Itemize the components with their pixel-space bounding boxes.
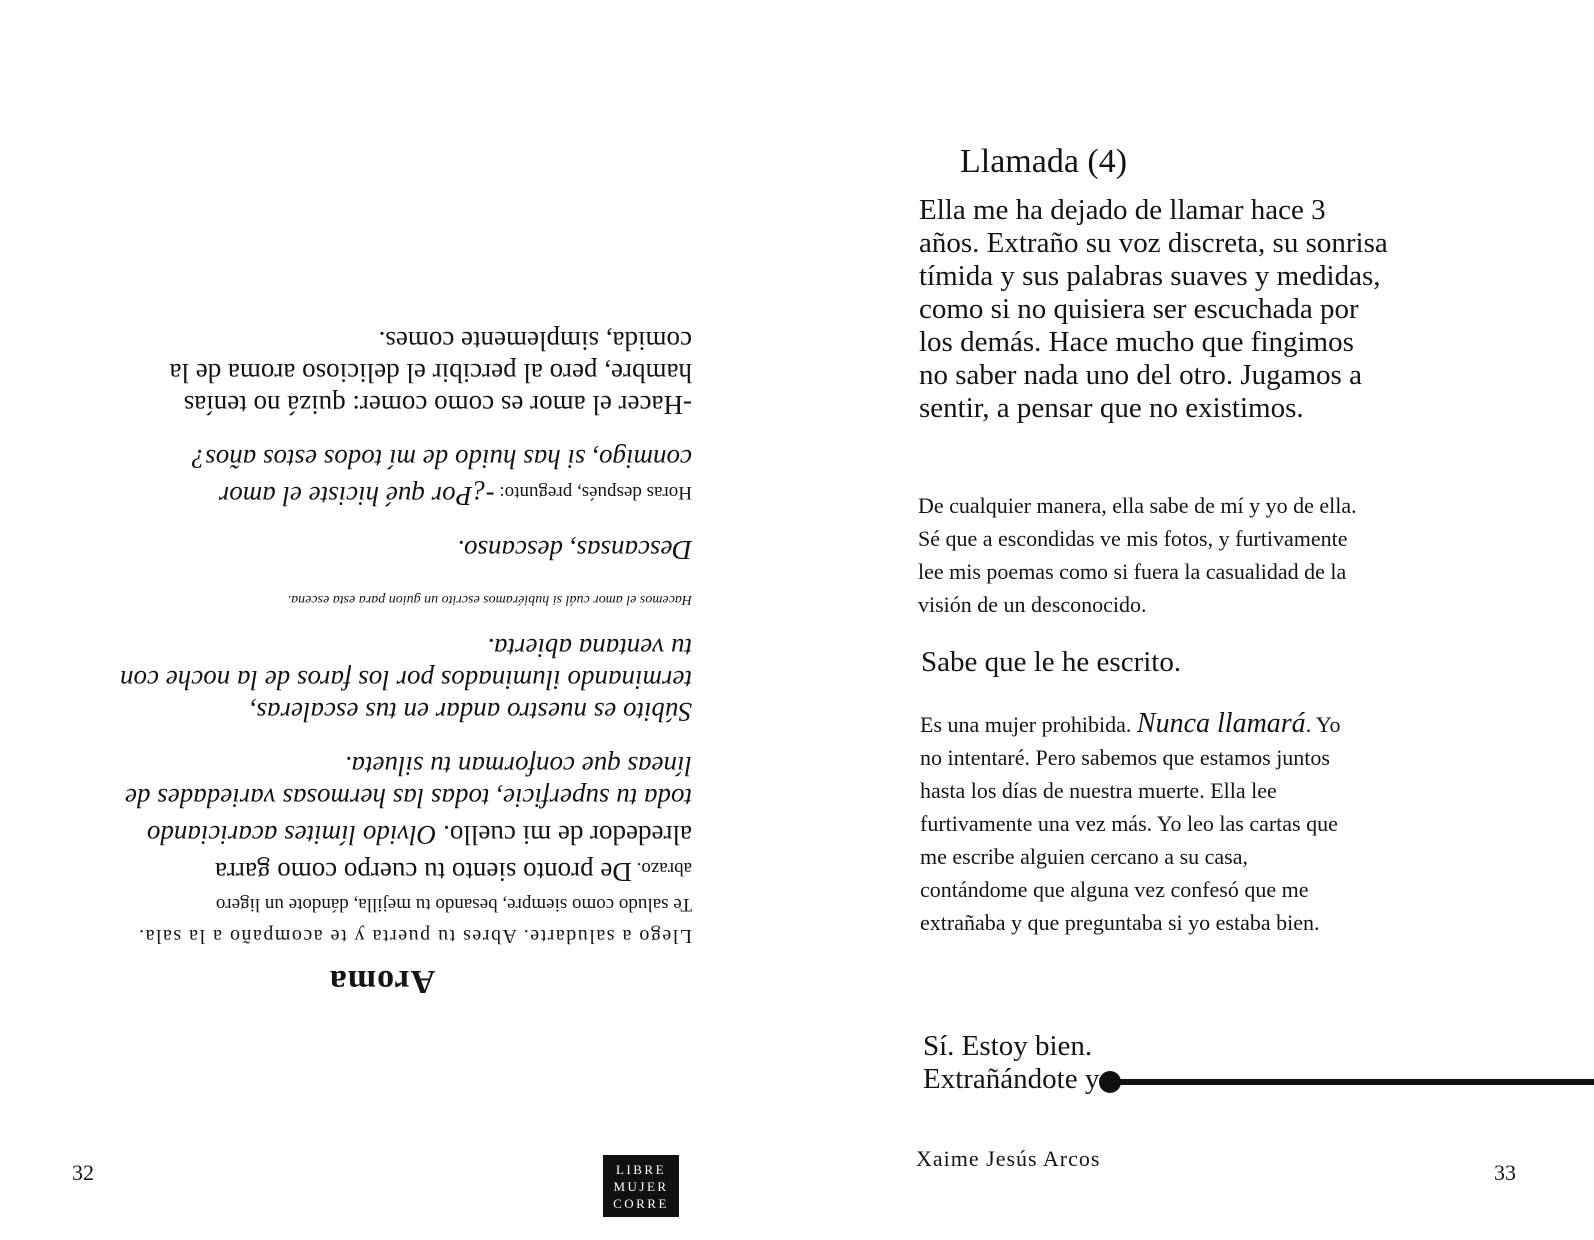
- page-number-left: 32: [72, 1160, 94, 1185]
- text-fragment: alrededor de mi cuello.: [436, 820, 692, 850]
- spacer: [72, 512, 692, 534]
- text-line: toda tu superficie, todas las hermosas variedades de: [125, 783, 692, 813]
- upside-down-text-block: [72, 220, 692, 1000]
- text-line: terminando iluminados por los faros de la noche con: [120, 665, 692, 695]
- publisher-logo: [603, 1155, 679, 1217]
- paragraph-4-start: Es una mujer prohibida.: [920, 712, 1137, 737]
- text-line: Súbito es nuestro andar en tus escaleras,: [249, 697, 692, 727]
- paragraph-1: Ella me ha dejado de llamar hace 3 años. Extraño su voz discreta, su sonrisa tímida y sus palabras suaves y medidas, como si no quisiera ser escuchada por los demás. Hace mucho que fingimos no saber nada uno del otro. Jugamos a sentir, a pensar que no existimos.: [919, 194, 1388, 424]
- page-number-right: 33: [1494, 1160, 1516, 1185]
- closing-line-1: Sí. Estoy bien.: [923, 1030, 1093, 1062]
- text-fragment: -¿Por qué hiciste el amor: [218, 481, 495, 511]
- logo-line: LIBRE: [615, 1161, 667, 1177]
- text-line: Hacemos el amor cuál si hubiéramos escrito un guion para esta escena.: [287, 592, 692, 607]
- closing-line-2: Extrañándote y: [923, 1063, 1100, 1095]
- poem-title-aroma: Aroma: [328, 963, 436, 1000]
- paragraph-4: [920, 707, 1360, 939]
- paragraph-3: Sabe que le he escrito.: [921, 646, 1182, 678]
- poem-title-llamada: Llamada (4): [960, 143, 1128, 180]
- text-line: comida, simplemente comes.: [378, 326, 692, 356]
- text-line: [72, 814, 692, 851]
- text-fragment: Olvido límites acariciando: [146, 820, 437, 850]
- text-line: conmigo, si has huido de mí todos estos años?: [191, 444, 692, 474]
- paragraph-4-emphasis: Nunca llamará: [1136, 708, 1306, 739]
- text-line: -Hacer el amor es como comer: quizá no tenías: [183, 390, 692, 420]
- paragraph-4-end: . Yo no intentaré. Pero sabemos que estamos juntos hasta los días de nuestra muerte. Ella lee furtivamente una vez más. Yo leo las cartas que me escribe alguien cercano a su casa, contándome que alguna vez confesó que me extrañaba y que preguntaba si yo estaba bien.: [920, 712, 1341, 935]
- text-line: Descansas, descanso.: [457, 535, 692, 565]
- paragraph-2: De cualquier manera, ella sabe de mí y yo de ella. Sé que a escondidas ve mis fotos, y furtivamente lee mis poemas como si fuera la casualidad de la visión de un desconocido.: [918, 493, 1357, 617]
- text-line: tu ventana abierta.: [487, 633, 692, 663]
- right-page: [797, 0, 1594, 1240]
- logo-line: MUJER: [613, 1178, 669, 1194]
- text-line: [72, 851, 692, 888]
- spacer: [72, 728, 692, 750]
- author-name: Xaime Jesús Arcos: [916, 1146, 1101, 1171]
- text-fragment: Horas después, pregunto:: [494, 482, 692, 503]
- text-line: Llego a saludarte. Abres tu puerta y te acompaño a la sala.: [137, 925, 692, 947]
- text-fragment: abrazo.: [631, 858, 692, 879]
- text-line: Te saludo como siempre, besando tu mejilla, dándote un ligero: [215, 894, 692, 915]
- spacer: [72, 421, 692, 443]
- text-line: [72, 475, 692, 512]
- text-line: líneas que conforman tu silueta.: [344, 751, 692, 781]
- text-fragment: De pronto siento tu cuerpo como garra: [214, 857, 632, 887]
- spacer: [72, 566, 692, 588]
- paragraph-5: [923, 1030, 1099, 1096]
- spacer: [72, 610, 692, 632]
- text-line: hambre, pero al percibir el delicioso aroma de la: [169, 358, 692, 388]
- logo-line: CORRE: [613, 1195, 669, 1211]
- decorative-rule: [1115, 1079, 1594, 1085]
